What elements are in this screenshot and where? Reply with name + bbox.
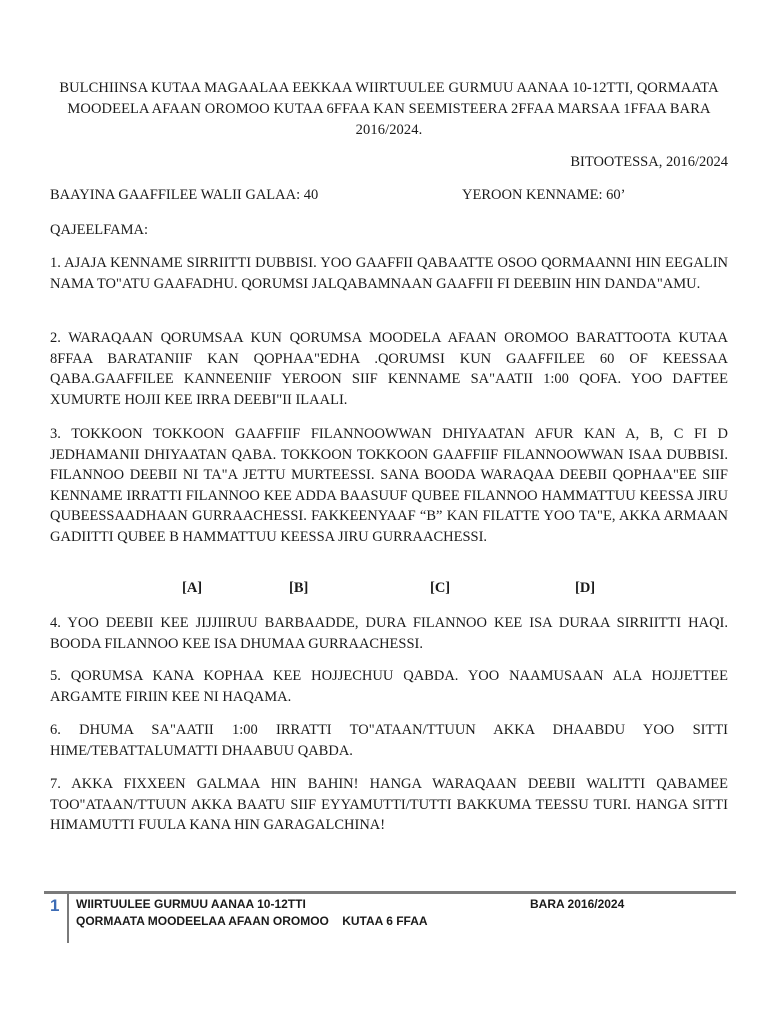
instruction-item-4: 4. YOO DEEBII KEE JIJJIIRUU BARBAADDE, DURA FILANNOO KEE ISA DURAA SIRRIITTI HAQI. BOODA FILANNOO KEE ISA DHUMAA GURRAACHESSI. [50,615,728,652]
document-title: BULCHIINSA KUTAA MAGAALAA EEKKAA WIIRTUULEE GURMUU AANAA 10-12TTI, QORMAATA MOODEELA AFAAN OROMOO KUTAA 6FFAA KAN SEEMISTEERA 2FFAA MARSAA 1FFAA BARA 2016/2024. [59,80,719,138]
footer-year: BARA 2016/2024 [530,897,625,911]
option-d: [D] [575,580,596,596]
footer-exam-name: QORMAATA MOODEELAA AFAAN OROMOO KUTAA 6 FFAA [76,914,428,928]
instruction-item-1: 1. AJAJA KENNAME SIRRIITTI DUBBISI. YOO GAAFFII QABAATTE OSOO QORMAANNI HIN EEGALIN NAMA TO"ATU GAAFADHU. QORUMSI JALQABAMNAAN GAAFFII FI DEEBIIN HIN DANDA"AMU. [50,255,728,292]
question-count: BAAYINA GAAFFILEE WALII GALAA: 40 [50,187,319,203]
option-a: [A] [182,580,203,596]
time-allowed: YEROON KENNAME: 60’ [462,187,626,203]
footer-vertical-divider [67,893,69,943]
option-b: [B] [289,580,309,596]
instruction-item-5: 5. QORUMSA KANA KOPHAA KEE HOJJECHUU QABDA. YOO NAAMUSAAN ALA HOJJETTEE ARGAMTE FIRIIN KEE NI HAQAMA. [50,668,728,705]
instruction-item-7: 7. AKKA FIXXEEN GALMAA HIN BAHIN! HANGA WARAQAAN DEEBII WALITTI QABAMEE TOO"ATAAN/TTUUN AKKA BAATU SIIF EYYAMUTTI/TUTTI BAKKUMA TEESSU TURI. HANGA SITTI HIMAMUTTI FUULA KANA HIN GARAGALCHINA! [50,776,728,833]
page-number: 1 [50,896,60,915]
instruction-item-6: 6. DHUMA SA"AATII 1:00 IRRATTI TO"ATAAN/TTUUN AKKA DHAABDU YOO SITTI HIME/TEBATTALUMATTI DHAABUU QABDA. [50,722,728,759]
exam-date: BITOOTESSA, 2016/2024 [570,154,728,170]
instruction-item-2: 2. WARAQAAN QORUMSAA KUN QORUMSA MOODELA AFAAN OROMOO BARATTOOTA KUTAA 8FFAA BARATANIIF KAN QOPHAA"EDHA .QORUMSI KUN GAAFFILEE 60 OF KEESSAA QABA.GAAFFILEE KANNEENIIF YEROON SIIF KENNAME SA"AATII 1:00 QOFA. YOO DAFTEE XUMURTE HOJII KEE IRRA DEEBI"II ILAALI. [50,330,728,408]
instruction-item-3: 3. TOKKOON TOKKOON GAAFFIIF FILANNOOWWAN DHIYAATAN AFUR KAN A, B, C FI D JEDHAMANII DHIYAATAN QABA. TOKKOON TOKKOON GAAFFIIF FILANNOOWWAN ISAA DUBBISI. FILANNOO DEEBII NI TA"A JETTU MURTEESSI. SANA BOODA WARAQAA DEEBII QOPHAA"EE SIIF KENNAME IRRATTI FILANNOO KEE ADDA BAASUUF QUBEE FILANNOO HAMMATTUU KEESSA JIRU QUBEESSAADHAAN GURRAACHESSI. FAKKEENYAAF “B” KAN FILATTE YOO TA"E, AKKA ARMAAN GADIITTI QUBEE B HAMMATTUU KEESSA JIRU GURRAACHESSI. [50,426,728,545]
instructions-heading: QAJEELFAMA: [50,222,149,238]
footer-divider [44,891,736,894]
footer-school: WIIRTUULEE GURMUU AANAA 10-12TTI [76,897,306,911]
option-c: [C] [430,580,451,596]
